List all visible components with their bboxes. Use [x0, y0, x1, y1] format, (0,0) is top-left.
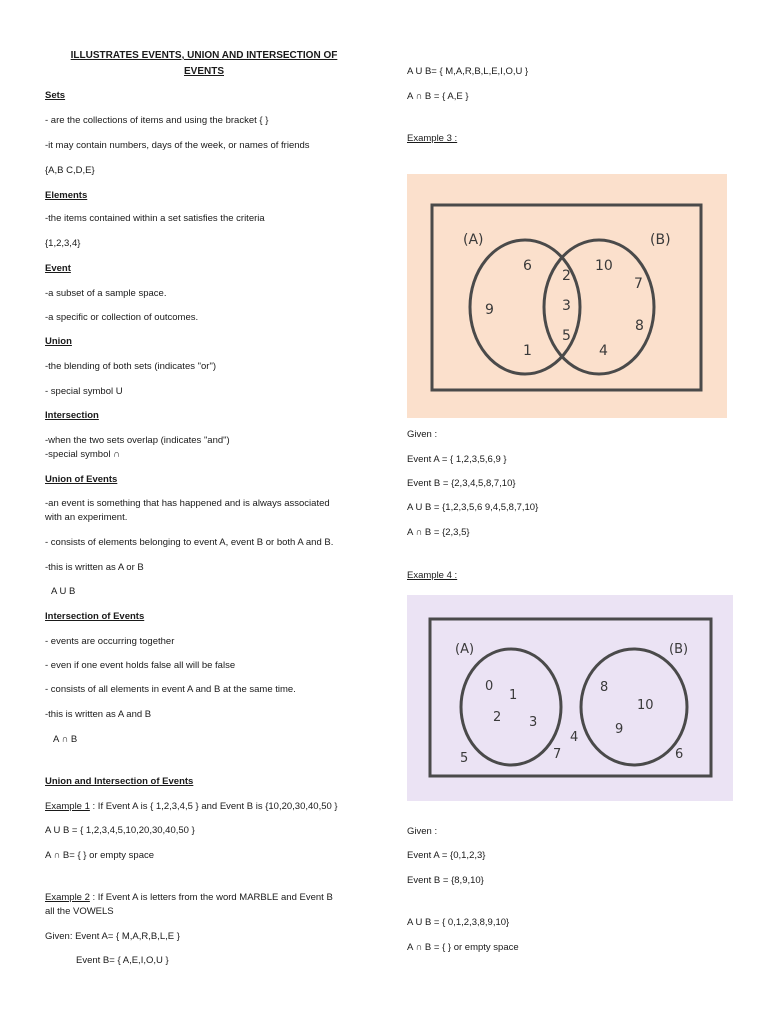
union-definition: -the blending of both sets (indicates "or")	[45, 361, 216, 372]
union-of-events-def-3: -this is written as A or B	[45, 562, 144, 573]
elements-example: {1,2,3,4}	[45, 238, 81, 249]
venn-3-number: 1	[523, 343, 532, 359]
venn-3-number: 5	[562, 328, 571, 344]
example-2-union: A U B= { M,A,R,B,L,E,I,O,U }	[407, 66, 529, 77]
example-3-event-b: Event B = {2,3,4,5,8,7,10}	[407, 478, 516, 489]
venn-3-background	[407, 174, 727, 418]
example-1-text: : If Event A is { 1,2,3,4,5 } and Event B is {10,20,30,40,50 }	[89, 801, 338, 812]
example-1-union: A U B = { 1,2,3,4,5,10,20,30,40,50 }	[45, 825, 195, 836]
intersection-of-events-heading: Intersection of Events	[45, 611, 145, 622]
union-of-events-def-1a: -an event is something that has happened and is always associated	[45, 498, 330, 509]
event-heading: Event	[45, 263, 71, 274]
venn-4-number: 8	[600, 680, 609, 695]
intersection-of-events-def-3: - consists of all elements in event A and B at the same time.	[45, 684, 296, 695]
venn-4-number: 6	[675, 747, 684, 762]
venn-4-label-b: (B)	[669, 642, 689, 657]
example-3-intersection: A ∩ B = {2,3,5}	[407, 527, 470, 538]
venn-3-number: 7	[634, 276, 643, 292]
example-4-label: Example 4 :	[407, 570, 458, 581]
example-3-given: Given :	[407, 429, 438, 440]
venn-3-label-a: (A)	[463, 232, 484, 248]
intersection-of-events-def-2: - even if one event holds false all will be false	[45, 660, 236, 671]
union-notation: A U B	[51, 586, 76, 597]
intersection-of-events-def-4: -this is written as A and B	[45, 709, 152, 720]
intersection-of-events-def-1: - events are occurring together	[45, 636, 175, 647]
venn-4-number: 7	[553, 747, 562, 762]
example-3-union: A U B = {1,2,3,5,6 9,4,5,8,7,10}	[407, 502, 539, 513]
venn-4-number: 9	[615, 722, 624, 737]
union-heading: Union	[45, 336, 72, 347]
event-definition-1: -a subset of a sample space.	[45, 288, 167, 299]
example-3-event-a: Event A = { 1,2,3,5,6,9 }	[407, 454, 507, 465]
venn-4-number: 5	[460, 751, 469, 766]
venn-3-number: 6	[523, 258, 532, 274]
union-of-events-def-1b: with an experiment.	[45, 512, 128, 523]
venn-diagram-example-3	[407, 174, 727, 418]
venn-3-number: 8	[635, 318, 644, 334]
event-definition-2: -a specific or collection of outcomes.	[45, 312, 199, 323]
venn-3-number: 2	[562, 268, 571, 284]
example-2-text: : If Event A is letters from the word MARBLE and Event B	[89, 892, 333, 903]
union-of-events-def-2: - consists of elements belonging to event A, event B or both A and B.	[45, 537, 334, 548]
intersection-notation: A ∩ B	[53, 734, 78, 745]
example-1-label: Example 1	[45, 801, 90, 812]
union-of-events-heading: Union of Events	[45, 474, 118, 485]
venn-4-background	[407, 595, 733, 801]
example-3-label: Example 3 :	[407, 133, 458, 144]
venn-3-number: 10	[595, 258, 613, 274]
venn-4-number: 1	[509, 688, 518, 703]
example-2-text-b: all the VOWELS	[45, 906, 114, 917]
venn-3-label-b: (B)	[650, 232, 671, 248]
sets-example: {A,B C,D,E}	[45, 165, 95, 176]
intersection-heading: Intersection	[45, 410, 99, 421]
intersection-definition: -when the two sets overlap (indicates "and")	[45, 435, 230, 446]
example-4-union: A U B = { 0,1,2,3,8,9,10}	[407, 917, 510, 928]
union-symbol: - special symbol U	[45, 386, 123, 397]
venn-3-number: 9	[485, 302, 494, 318]
page-title-line1: ILLUSTRATES EVENTS, UNION AND INTERSECTION OF	[70, 50, 338, 61]
sets-contain: -it may contain numbers, days of the week, or names of friends	[45, 140, 310, 151]
example-1-intersection: A ∩ B= { } or empty space	[45, 850, 155, 861]
sets-heading: Sets	[45, 90, 66, 101]
example-1-line	[45, 801, 338, 813]
venn-4-number: 4	[570, 730, 579, 745]
example-4-event-a: Event A = {0,1,2,3}	[407, 850, 486, 861]
example-4-intersection: A ∩ B = { } or empty space	[407, 942, 519, 953]
example-2-label: Example 2	[45, 892, 90, 903]
intersection-symbol: -special symbol ∩	[45, 449, 120, 460]
example-4-event-b: Event B = {8,9,10}	[407, 875, 484, 886]
venn-diagram-example-4	[407, 595, 733, 801]
venn-4-number: 0	[485, 679, 494, 694]
venn-4-label-a: (A)	[455, 642, 475, 657]
page-title-line2: EVENTS	[183, 66, 224, 77]
venn-4-number: 3	[529, 715, 538, 730]
elements-heading: Elements	[45, 190, 88, 201]
elements-definition: -the items contained within a set satisfies the criteria	[45, 213, 265, 224]
venn-4-number: 10	[637, 698, 654, 713]
example-4-given: Given :	[407, 826, 438, 837]
venn-4-number: 2	[493, 710, 502, 725]
union-and-intersection-heading: Union and Intersection of Events	[45, 776, 194, 787]
example-2-given-b: Event B= { A,E,I,O,U }	[76, 955, 169, 966]
venn-3-number: 3	[562, 298, 571, 314]
example-2-line	[45, 892, 333, 904]
venn-3-number: 4	[599, 343, 608, 359]
sets-definition: - are the collections of items and using the bracket { }	[45, 115, 269, 126]
example-2-intersection: A ∩ B = { A,E }	[407, 91, 469, 102]
example-2-given-a: Given: Event A= { M,A,R,B,L,E }	[45, 931, 180, 942]
